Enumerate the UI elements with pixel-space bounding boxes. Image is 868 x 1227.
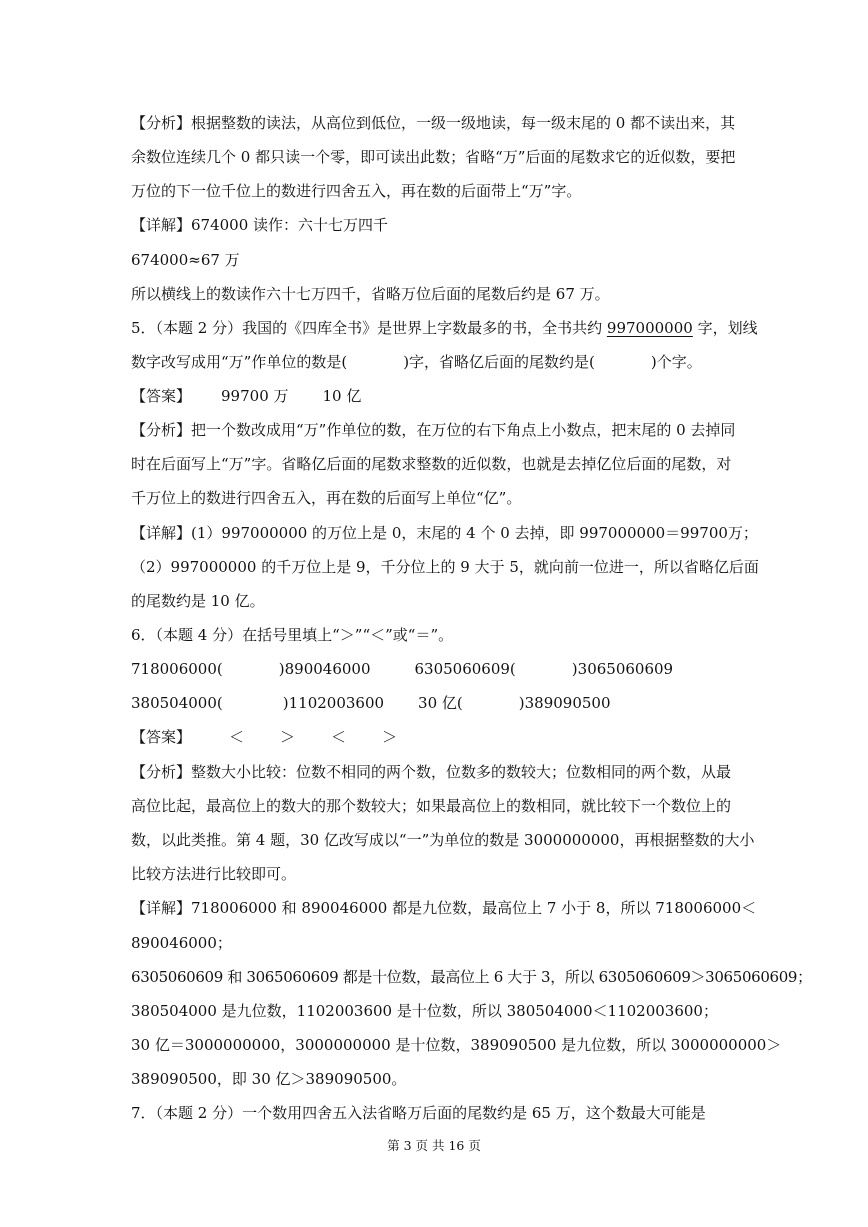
q6-detail-line-1: 【详解】718006000 和 890046000 都是九位数，最高位上 7 小于 8，所以 718006000＜ bbox=[131, 899, 757, 917]
q5-underlined-number: 997000000 bbox=[606, 319, 693, 337]
q6-answer-2: ＞ bbox=[280, 728, 296, 746]
q5-stem-line-1 bbox=[131, 318, 758, 338]
q4-analysis-line-1: 【分析】根据整数的读法，从高位到低位，一级一级地读，每一级末尾的 0 都不读出来，其 bbox=[131, 114, 736, 132]
q6-answer-1: ＜ bbox=[229, 728, 245, 746]
q4-detail-line-1: 【详解】674000 读作：六十七万四千 bbox=[131, 216, 389, 234]
q5-analysis-line-2: 时在后面写上“万”字。省略亿后面的尾数求整数的近似数，也就是去掉亿位后面的尾数，对 bbox=[131, 455, 732, 473]
answer-label: 【答案】 bbox=[131, 728, 192, 746]
q6-detail-line-3: 6305060609 和 3065060609 都是十位数，最高位上 6 大于 3，所以 6305060609＞3065060609； bbox=[131, 968, 812, 986]
q6-analysis-line-3: 数，以此类推。第 4 题，30 亿改写成以“一”为单位的数是 3000000000，再根据整数的大小 bbox=[131, 831, 755, 849]
q6-row-1 bbox=[131, 659, 673, 679]
q4-analysis-line-3: 万位的下一位千位上的数进行四舍五入，再在数的后面带上“万”字。 bbox=[131, 182, 582, 200]
q7-stem-line-1: 7．（本题 2 分）一个数用四舍五入法省略万后面的尾数约是 65 万，这个数最大可能是 bbox=[131, 1104, 706, 1122]
q5-stem-text-a: 5．（本题 2 分）我国的《四库全书》是世界上字数最多的书，全书共约 bbox=[131, 319, 607, 337]
q6-detail-line-6: 389090500，即 30 亿＞389090500。 bbox=[131, 1070, 407, 1088]
q5-detail-line-3: 的尾数约是 10 亿。 bbox=[131, 592, 265, 610]
q6-row-2 bbox=[131, 693, 611, 713]
q6-r2-b: )1102003600 bbox=[282, 694, 385, 712]
q6-detail-line-4: 380504000 是九位数，1102003600 是十位数，所以 380504000＜1102003600； bbox=[131, 1002, 718, 1020]
q4-detail-line-3: 所以横线上的数读作六十七万四千，省略万位后面的尾数后约是 67 万。 bbox=[131, 285, 610, 303]
q6-analysis-line-4: 比较方法进行比较即可。 bbox=[131, 865, 297, 883]
q4-detail-line-2: 674000≈67 万 bbox=[131, 251, 240, 269]
q5-stem-text-b: 字，划线 bbox=[692, 319, 758, 337]
q6-r2-d: )389090500 bbox=[518, 694, 611, 712]
q4-analysis-line-2: 余数位连续几个 0 都只读一个零，即可读出此数；省略“万”后面的尾数求它的近似数，要把 bbox=[131, 148, 736, 166]
q5-detail-line-1: 【详解】(1）997000000 的万位上是 0，末尾的 4 个 0 去掉，即 997000000＝99700万； bbox=[131, 524, 758, 542]
q6-r1-d: )3065060609 bbox=[571, 660, 674, 678]
q5-stem-text-c: 数字改写成用“万”作单位的数是( bbox=[131, 353, 348, 371]
q5-analysis-line-1: 【分析】把一个数改成用“万”作单位的数，在万位的右下角点上小数点，把末尾的 0 去掉同 bbox=[131, 421, 736, 439]
q6-answer-3: ＜ bbox=[331, 728, 347, 746]
q5-answer-line bbox=[131, 386, 361, 406]
answer-label: 【答案】 bbox=[131, 387, 192, 405]
q6-detail-line-5: 30 亿＝3000000000，3000000000 是十位数，389090500 是九位数，所以 3000000000＞ bbox=[131, 1036, 782, 1054]
q6-analysis-line-1: 【分析】整数大小比较：位数不相同的两个数，位数多的数较大；位数相同的两个数，从最 bbox=[131, 763, 732, 781]
q5-stem-text-e: )个字。 bbox=[650, 353, 702, 371]
q6-r1-c: 6305060609( bbox=[414, 660, 516, 678]
q5-answer-2: 10 亿 bbox=[322, 387, 362, 405]
q5-stem-line-2 bbox=[131, 352, 702, 372]
q6-r1-b: )890046000 bbox=[278, 660, 371, 678]
q6-analysis-line-2: 高位比起，最高位上的数大的那个数较大；如果最高位上的数相同，就比较下一个数位上的 bbox=[131, 797, 732, 815]
q6-stem: 6．（本题 4 分）在括号里填上“＞”“＜”或“＝”。 bbox=[131, 626, 454, 644]
q6-r2-c: 30 亿( bbox=[418, 694, 463, 712]
q5-stem-text-d: )字，省略亿后面的尾数约是( bbox=[403, 353, 595, 371]
q6-answer-4: ＞ bbox=[382, 728, 398, 746]
q6-r1-a: 718006000( bbox=[131, 660, 223, 678]
q6-r2-a: 380504000( bbox=[131, 694, 223, 712]
q5-detail-line-2: （2）997000000 的千万位上是 9，千分位上的 9 大于 5，就向前一位进一，所以省略亿后面 bbox=[131, 558, 759, 576]
page-footer: 第 3 页 共 16 页 bbox=[387, 1138, 481, 1153]
q5-analysis-line-3: 千万位上的数进行四舍五入，再在数的后面写上单位“亿”。 bbox=[131, 489, 522, 507]
q5-answer-1: 99700 万 bbox=[221, 387, 289, 405]
q6-answer-line bbox=[131, 727, 397, 747]
q6-detail-line-2: 890046000； bbox=[131, 934, 232, 952]
